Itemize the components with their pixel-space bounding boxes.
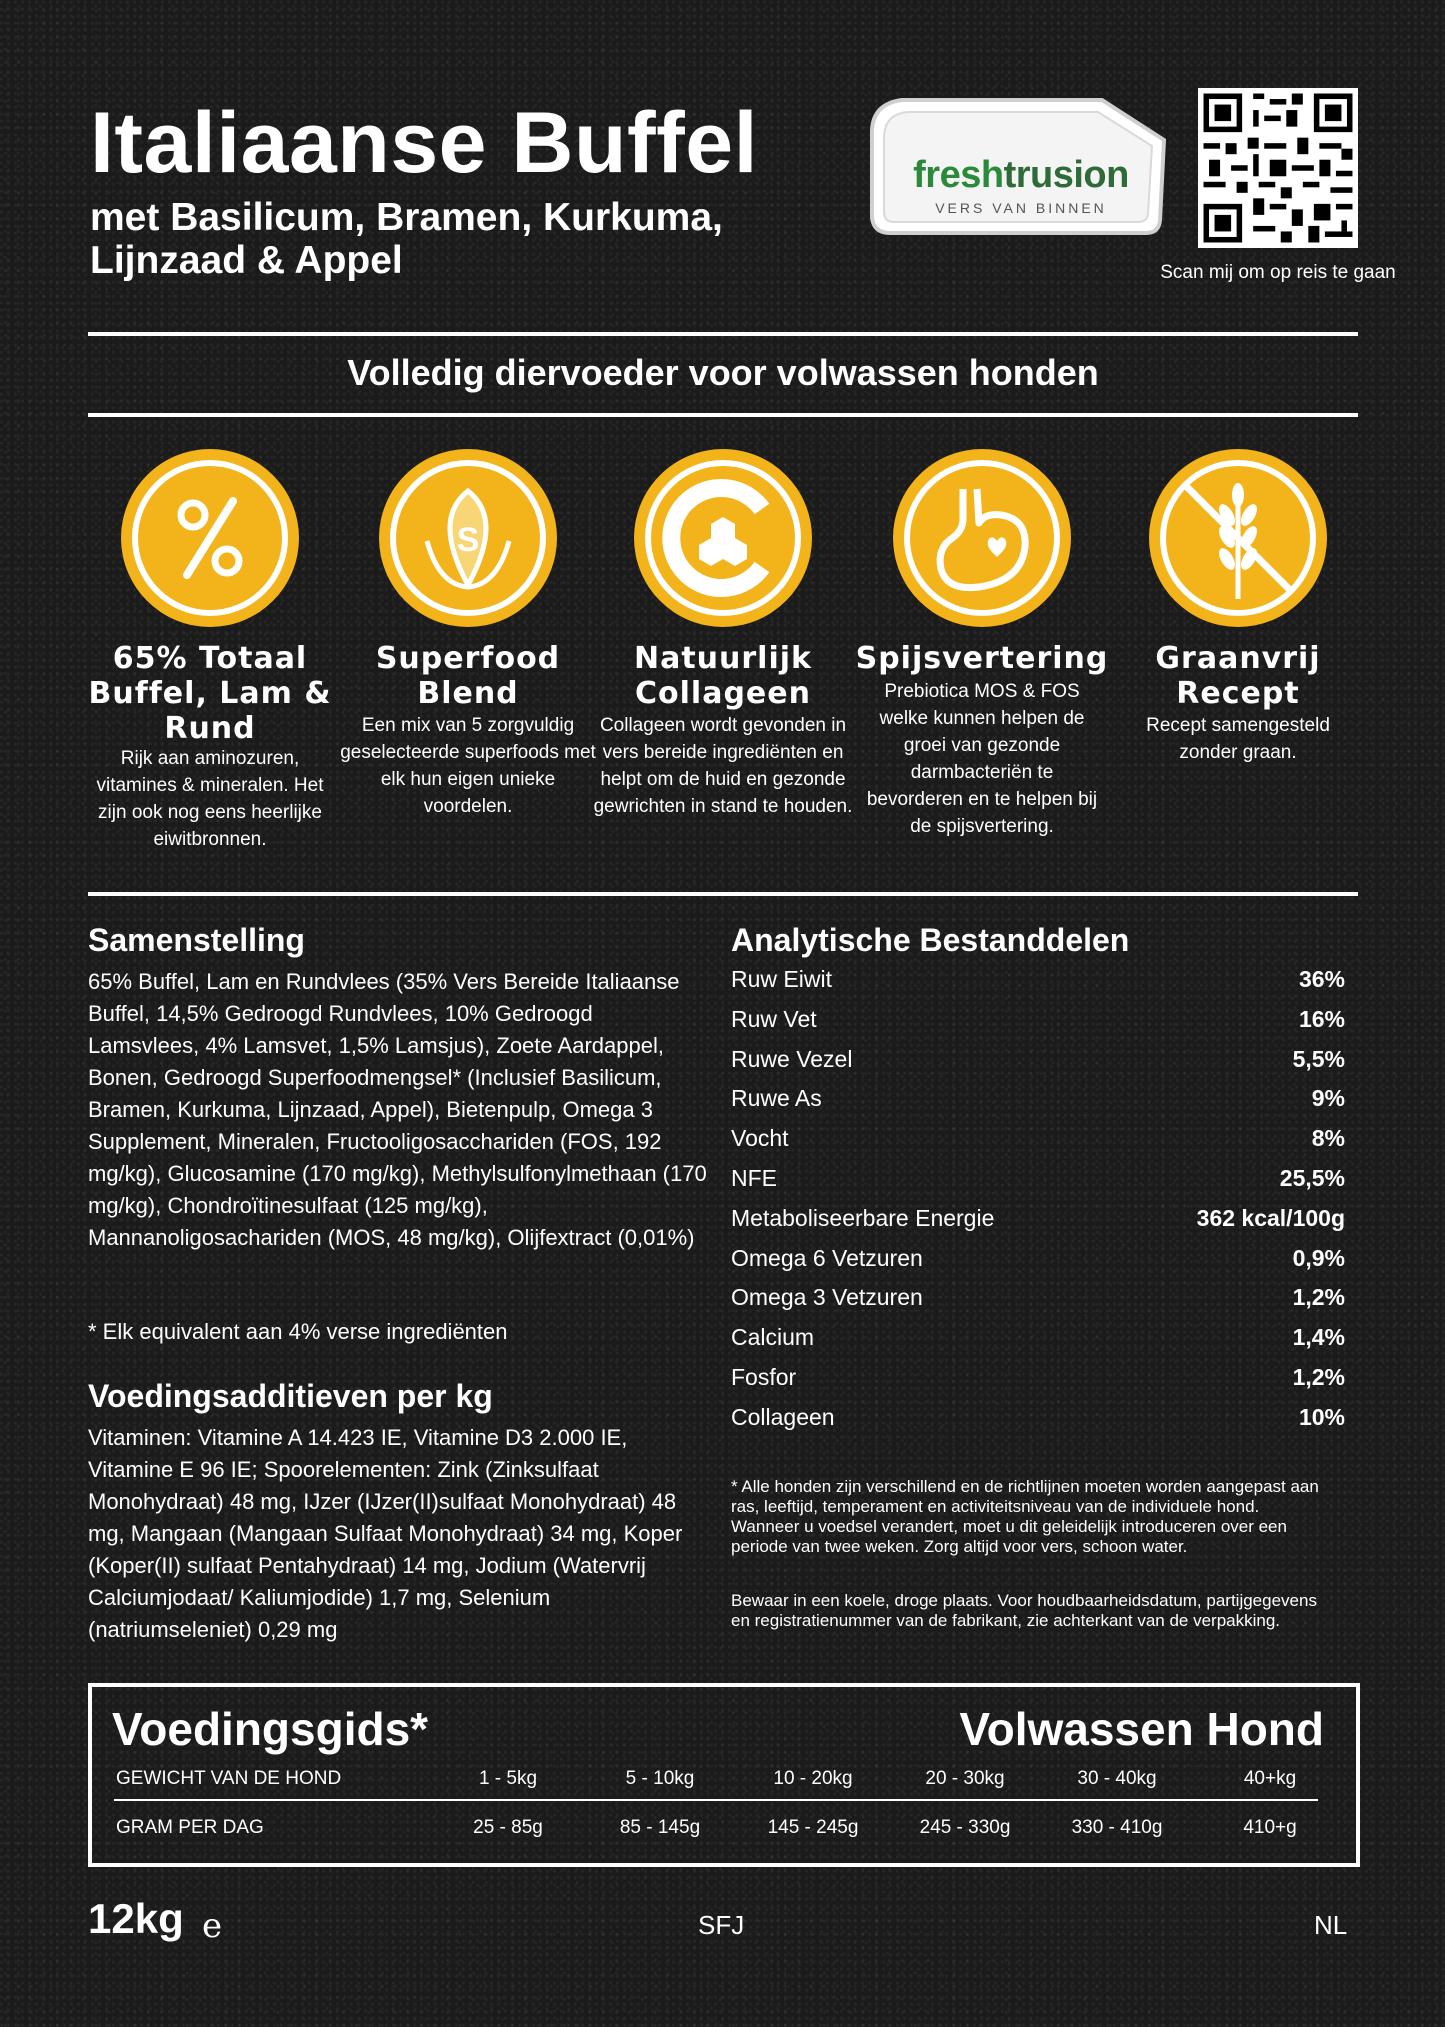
qr-code[interactable] xyxy=(1198,88,1358,248)
guide-gram-cell: 410+g xyxy=(1243,1817,1297,1838)
guide-weight-cell: 5 - 10kg xyxy=(625,1768,695,1789)
product-title: Italiaanse Buffel xyxy=(90,95,759,191)
superfood-leaf-icon xyxy=(379,449,557,627)
analysis-row xyxy=(730,1046,1345,1086)
feature-title-3: Natuurlijk Collageen xyxy=(633,641,812,711)
feature-icon-2 xyxy=(379,449,557,627)
analysis-row xyxy=(730,1165,1345,1205)
analysis-value: 25,5% xyxy=(1279,1165,1345,1191)
feature-title-2: Superfood Blend xyxy=(375,641,561,711)
analysis-row xyxy=(730,1284,1345,1324)
analysis-row xyxy=(730,966,1345,1006)
analysis-value: 16% xyxy=(1298,1005,1345,1032)
feature-icon-5 xyxy=(1149,449,1327,627)
qr-caption: Scan mij om op reis te gaan xyxy=(1160,262,1396,283)
feature-text-5: Recept samengesteld zonder graan. xyxy=(1146,715,1330,763)
analysis-value: 0,9% xyxy=(1292,1244,1345,1271)
logo-tagline: VERS VAN BINNEN xyxy=(935,200,1107,216)
guide-gram-cell: 25 - 85g xyxy=(473,1817,543,1838)
feature-text-2: Een mix van 5 zorgvuldig geselecteerde superfoods met elk hun eigen unieke voordelen. xyxy=(340,715,596,817)
guide-gram-label: GRAM PER DAG xyxy=(116,1817,264,1838)
feature-text-1: Rijk aan aminozuren, vitamines & mineralen. Het zijn ook nog eens heerlijke eiwitbronnen. xyxy=(96,748,324,850)
guide-subtitle: Volwassen Hond xyxy=(959,1703,1324,1755)
analysis-row xyxy=(730,1364,1345,1404)
analysis-row xyxy=(730,1085,1345,1125)
analysis-value: 5,5% xyxy=(1292,1045,1345,1072)
analysis-label: Calcium xyxy=(731,1324,815,1351)
svg-text:S: S xyxy=(456,521,480,559)
analysis-label: Metaboliseerbare Energie xyxy=(731,1204,995,1231)
product-subtitle: met Basilicum, Bramen, Kurkuma, Lijnzaad & Appel xyxy=(90,196,723,282)
analysis-row xyxy=(730,1245,1345,1285)
divider xyxy=(88,413,1358,417)
storage-note: Bewaar in een koele, droge plaats. Voor houdbaarheidsdatum, partijgegevens en registratienummer van de fabrikant, zie achterkant van de verpakking. xyxy=(731,1591,1317,1630)
guide-weight-cell: 40+kg xyxy=(1243,1768,1297,1789)
divider xyxy=(88,332,1358,336)
guide-weight-cell: 20 - 30kg xyxy=(925,1768,1005,1789)
feature-title-4: Spijsvertering xyxy=(855,641,1109,676)
analysis-value: 9% xyxy=(1311,1085,1345,1112)
analysis-label: Vocht xyxy=(731,1125,789,1152)
analysis-value: 10% xyxy=(1298,1403,1345,1430)
freshtrusion-logo xyxy=(862,90,1174,240)
analysis-label: Omega 3 Vetzuren xyxy=(731,1284,923,1311)
guide-weight-cell: 1 - 5kg xyxy=(478,1768,538,1789)
digestion-stomach-icon xyxy=(893,449,1071,627)
analysis-label: Fosfor xyxy=(731,1364,797,1390)
guide-gram-cell: 85 - 145g xyxy=(619,1817,701,1838)
composition-heading: Samenstelling xyxy=(88,922,305,958)
language-code: NL xyxy=(1314,1910,1348,1940)
collagen-icon xyxy=(634,449,812,627)
analytical-note: * Alle honden zijn verschillend en de richtlijnen moeten worden aangepast aan ras, leeftijd, temperament en activiteitsniveau van de individuele hond. Wanneer u voedsel verandert, moet u dit geleidelijk introduceren over een periode van twee weken. Zorg altijd voor vers, schoon water. xyxy=(731,1477,1319,1556)
guide-gram-cell: 145 - 245g xyxy=(767,1817,859,1838)
feature-title-5: Graanvrij Recept xyxy=(1155,641,1321,711)
guide-gram-cell: 330 - 410g xyxy=(1071,1817,1163,1838)
analysis-label: Ruw Vet xyxy=(731,1005,817,1032)
guide-gram-cell: 245 - 330g xyxy=(919,1817,1011,1838)
logo-fresh-text: fresh xyxy=(913,154,1004,196)
product-code: SFJ xyxy=(698,1910,745,1940)
guide-divider xyxy=(114,1799,1318,1801)
tagline: Volledig diervoeder voor volwassen honden xyxy=(347,352,1099,393)
composition-text: 65% Buffel, Lam en Rundvlees (35% Vers Bereide Italiaanse Buffel, 14,5% Gedroogd Rundvlees, 10% Gedroogd Lamsvlees, 4% Lamsvet, 1,5% Lamsjus), Zoete Aardappel, Bonen, Gedroogd Superfoodmengsel* (Inclusief Basilicum, Bramen, Kurkuma, Lijnzaad, Appel), Bietenpulp, Omega 3 Supplement, Mineralen, Fructooligosacchariden (FOS, 192 mg/kg), Glucosamine (170 mg/kg), Methylsulfonylmethaan (170 mg/kg), Chondroïtinesulfaat (125 mg/kg), Mannanoligosachariden (MOS, 48 mg/kg), Olijfextract (0,01%) xyxy=(88,969,707,1250)
analysis-value: 8% xyxy=(1311,1125,1345,1152)
grain-free-icon xyxy=(1149,449,1327,627)
analysis-row xyxy=(730,1125,1345,1165)
analysis-row xyxy=(730,1324,1345,1364)
additives-heading: Voedingsadditieven per kg xyxy=(88,1378,493,1414)
feature-title-1: 65% Totaal Buffel, Lam & Rund xyxy=(88,641,332,746)
analysis-value: 362 kcal/100g xyxy=(1196,1204,1345,1231)
analysis-label: Collageen xyxy=(731,1403,835,1430)
estimated-mark: e xyxy=(202,1906,223,1946)
analysis-row xyxy=(730,1205,1345,1245)
feature-text-4: Prebiotica MOS & FOS welke kunnen helpen de groei van gezonde darmbacteriën te bevorderen en te helpen bij de spijsvertering. xyxy=(866,681,1098,837)
guide-weight-cell: 30 - 40kg xyxy=(1077,1768,1157,1789)
analysis-label: NFE xyxy=(731,1165,777,1191)
analysis-value: 1,4% xyxy=(1292,1324,1345,1351)
guide-weight-cell: 10 - 20kg xyxy=(773,1768,853,1789)
feature-text-3: Collageen wordt gevonden in vers bereide ingrediënten en helpt om de huid en gezonde gewrichten in stand te houden. xyxy=(593,715,853,817)
feature-icon-1 xyxy=(121,449,299,627)
analysis-label: Ruwe As xyxy=(731,1085,822,1112)
feature-icon-3 xyxy=(634,449,812,627)
analysis-row xyxy=(730,1404,1345,1444)
package-weight: 12kg xyxy=(88,1895,184,1942)
analysis-value: 1,2% xyxy=(1292,1284,1345,1311)
analysis-label: Ruwe Vezel xyxy=(731,1045,853,1072)
analysis-value: 36% xyxy=(1298,966,1345,992)
analysis-label: Omega 6 Vetzuren xyxy=(731,1244,923,1271)
divider xyxy=(88,892,1358,896)
composition-footnote: * Elk equivalent aan 4% verse ingrediënten xyxy=(88,1319,508,1344)
logo-trusion-text: trusion xyxy=(1003,154,1129,196)
percent-icon xyxy=(121,449,299,627)
guide-weight-label: GEWICHT VAN DE HOND xyxy=(116,1768,342,1789)
feature-icon-4 xyxy=(893,449,1071,627)
guide-title: Voedingsgids* xyxy=(112,1703,429,1755)
analysis-row xyxy=(730,1006,1345,1046)
additives-text: Vitaminen: Vitamine A 14.423 IE, Vitamine D3 2.000 IE, Vitamine E 96 IE; Spoorelementen: Zink (Zinksulfaat Monohydraat) 48 mg, IJzer (IJzer(II)sulfaat Monohydraat) 48 mg, Mangaan (Mangaan Sulfaat Monohydraat) 34 mg, Koper (Koper(II) sulfaat Pentahydraat) 14 mg, Jodium (Watervrij Calciumjodaat/ Kaliumjodide) 1,7 mg, Selenium (natriumseleniet) 0,29 mg xyxy=(88,1425,683,1642)
analysis-label: Ruw Eiwit xyxy=(731,966,832,992)
analytical-heading: Analytische Bestanddelen xyxy=(731,922,1130,958)
analysis-value: 1,2% xyxy=(1292,1364,1345,1390)
